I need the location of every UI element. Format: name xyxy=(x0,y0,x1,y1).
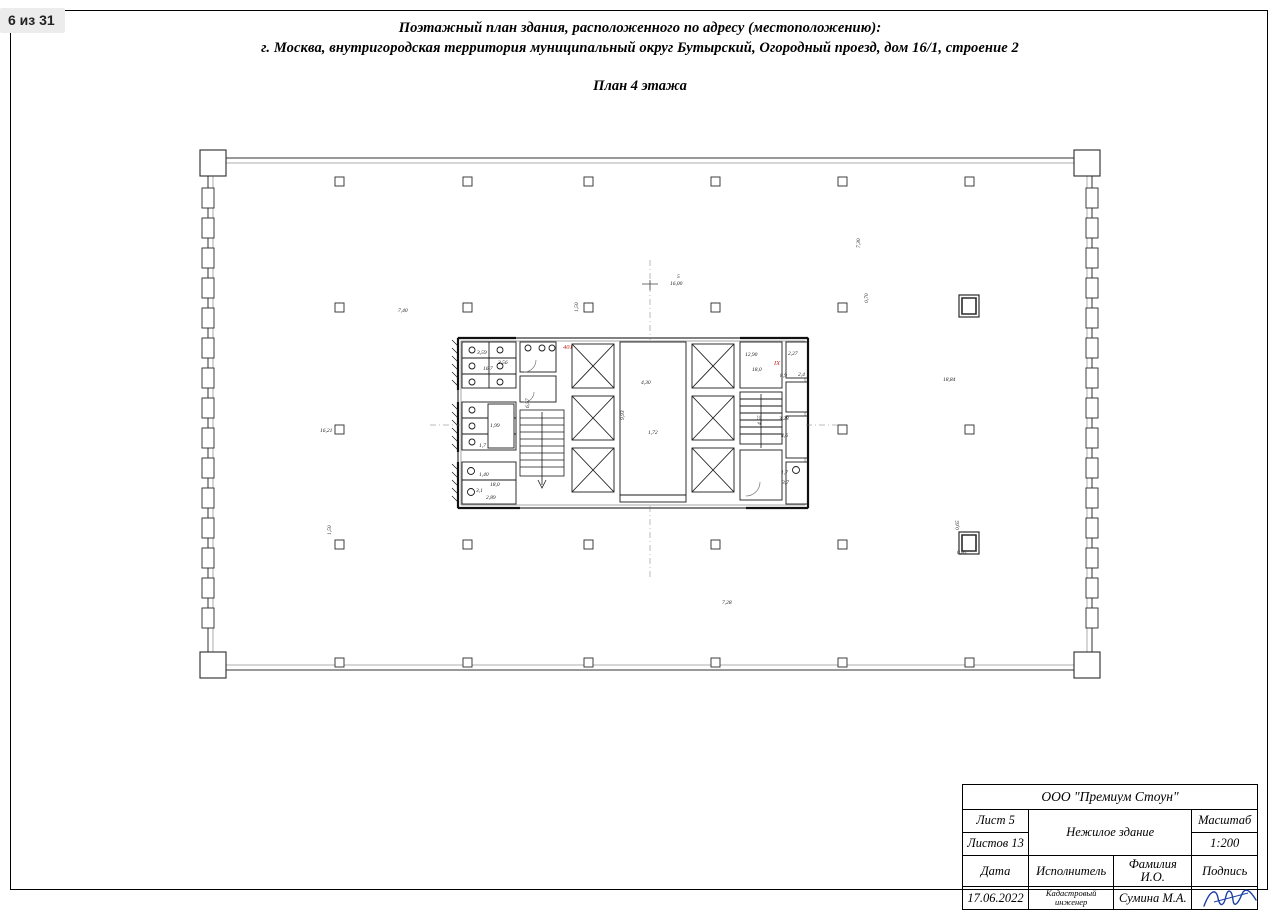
dimension-label: 12,90 xyxy=(745,352,758,358)
dimension-label: 4,30 xyxy=(641,380,651,386)
dimension-label: 1,7 xyxy=(479,443,486,449)
dimension-label: 18,84 xyxy=(943,377,956,383)
dimension-label: 1,99 xyxy=(490,423,500,429)
stamp-scale-label: Масштаб xyxy=(1192,810,1258,833)
stamp-date-header: Дата xyxy=(963,856,1029,887)
page-indicator: 6 из 31 xyxy=(0,8,65,33)
dimension-label: 3,7 xyxy=(782,480,789,486)
dimension-label: 6,57 xyxy=(525,398,531,408)
dimension-label: 4,55 xyxy=(757,415,763,425)
dimension-label: 7,40 xyxy=(398,308,408,314)
dimension-label: 2,4 xyxy=(798,372,805,378)
dimension-label: 2,27 xyxy=(788,351,798,357)
stamp-object: Нежилое здание xyxy=(1029,810,1192,856)
dimension-label: 1,72 xyxy=(648,430,658,436)
stamp-date-value: 17.06.2022 xyxy=(963,887,1029,910)
title-line-1: Поэтажный план здания, расположенного по адресу (местоположению): xyxy=(398,20,882,36)
dimension-label: 16,00 xyxy=(670,281,683,287)
dimension-label: 4,6 xyxy=(781,433,788,439)
stamp-sheets-total: Листов 13 xyxy=(963,833,1029,856)
floor-plan-drawing xyxy=(180,140,1120,700)
stamp-executor-header: Исполнитель xyxy=(1029,856,1114,887)
dimension-label: 7,30 xyxy=(856,238,862,248)
dimension-label: 2,89 xyxy=(486,495,496,501)
stamp-name-header: Фамилия И.О. xyxy=(1114,856,1192,887)
dimension-label: 3,59 xyxy=(477,350,487,356)
dimension-label: 0,70 xyxy=(864,293,870,303)
dimension-label: 3,56 xyxy=(498,360,508,366)
dimension-label: 9,93 xyxy=(620,410,626,420)
title-block-stamp xyxy=(962,784,1258,910)
dimension-label: 0,65 xyxy=(955,520,961,530)
signature-icon xyxy=(1200,884,1260,912)
stamp-scale-value: 1:200 xyxy=(1192,833,1258,856)
document-title xyxy=(0,18,1280,58)
title-line-2: г. Москва, внутригородская территория муниципальный округ Бутырский, Огородный проезд, дом 16/1, строение 2 xyxy=(261,40,1019,56)
dimension-label: 16,21 xyxy=(320,428,333,434)
dimension-label: 7,28 xyxy=(722,600,732,606)
dimension-label: 5 xyxy=(677,274,680,280)
dimension-label: 1,7 xyxy=(781,470,788,476)
dimension-label: 0,85 xyxy=(957,550,967,556)
dimension-label: 3,28 xyxy=(779,416,789,422)
stamp-signature-cell xyxy=(1192,887,1258,910)
stamp-signature-header: Подпись xyxy=(1192,856,1258,887)
stamp-organization: ООО "Премиум Стоун" xyxy=(963,785,1258,810)
stamp-executor-value: Кадастровый инженер xyxy=(1029,887,1114,910)
floor-plan-title: План 4 этажа xyxy=(593,78,687,94)
dimension-label: 8,9 xyxy=(780,373,787,379)
dimension-label: 18,0 xyxy=(752,367,762,373)
dimension-label: 1,40 xyxy=(479,472,489,478)
room-number-401: 401 xyxy=(563,344,573,351)
stamp-sheet: Лист 5 xyxy=(963,810,1029,833)
stamp-name-value: Сумина М.А. xyxy=(1114,887,1192,910)
dimension-label: 1,50 xyxy=(327,525,333,535)
dimension-label: 3,1 xyxy=(476,488,483,494)
dimension-label: 16,7 xyxy=(483,366,493,372)
dimension-label: 1,50 xyxy=(574,302,580,312)
dimension-label: 18,0 xyxy=(490,482,500,488)
room-number-ix: IX xyxy=(774,360,781,367)
